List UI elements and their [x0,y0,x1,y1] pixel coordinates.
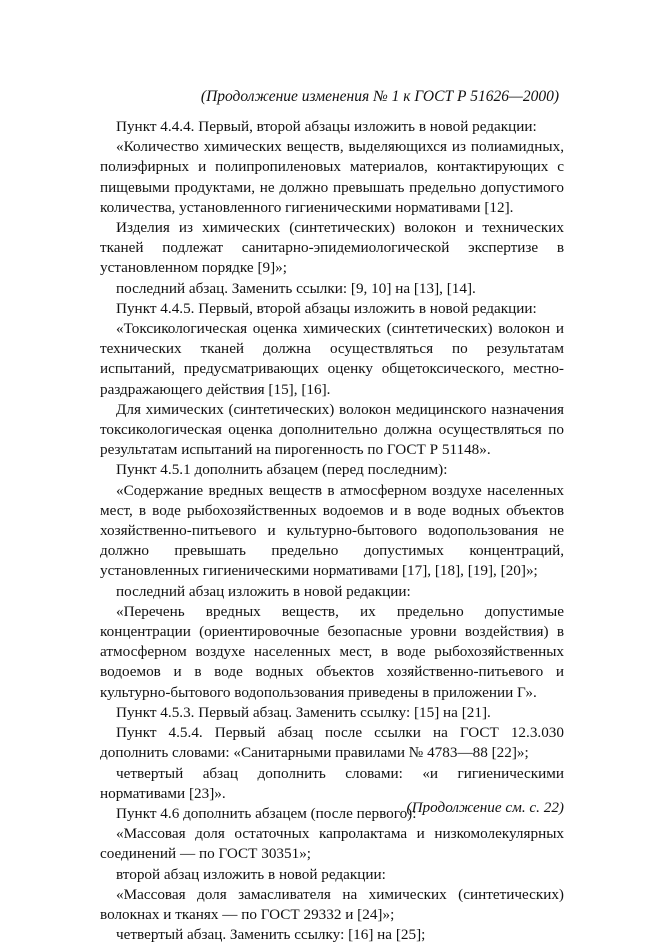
paragraph: Пункт 4.4.4. Первый, второй абзацы изложить в новой редакции: [116,118,537,135]
paragraph: последний абзац. Заменить ссылки: [9, 10] на [13], [14]. [116,279,476,297]
paragraph: Изделия из химических (синтетических) волокон и технических тканей подлежат санитарно-эпидемиологической экспертизе в установленном порядке [9]»; [100,219,564,277]
paragraph: «Массовая доля замасливателя на химических (синтетических) волокнах и тканях — по ГОСТ 29332 и [24]»; [100,885,564,923]
paragraph: Пункт 4.5.1 дополнить абзацем (перед последним): [116,461,448,479]
paragraph: последний абзац изложить в новой редакции: [116,582,411,600]
continuation-footer: (Продолжение см. с. 22) [406,799,564,816]
paragraph: «Перечень вредных веществ, их предельно допустимые концентрации (ориентировочные безопасные уровни воздействия) в атмосферном воздухе населенных мест, в воде рыбохозяйственных водоемов и в воде водных объектов хозяйственно-питьевого и культурно-бытового водопользования приведены в приложении Г». [100,602,564,701]
paragraph: «Количество химических веществ, выделяющихся из полиамидных, полиэфирных и полипропиленовых материалов, контактирующих с пищевыми продуктами, не должно превышать предельно допустимого количества, установленного гигиеническими нормативами [12]. [100,138,564,216]
paragraph: Пункт 4.5.4. Первый абзац после ссылки на ГОСТ 12.3.030 дополнить словами: «Санитарными правилами № 4783—88 [22]»; [100,724,564,762]
document-body [100,117,564,945]
paragraph: Пункт 4.4.5. Первый, второй абзацы изложить в новой редакции: [116,299,537,317]
paragraph: «Токсикологическая оценка химических (синтетических) волокон и технических тканей должна осуществляться по результатам испытаний, предусматривающих оценку общетоксического, местно-раздражающего действия [15], [16]. [100,320,564,398]
paragraph: Для химических (синтетических) волокон медицинского назначения токсикологическая оценка дополнительно должна осуществляться по результатам испытаний на пирогенность по ГОСТ Р 51148». [100,400,564,459]
paragraph: Пункт 4.6 дополнить абзацем (после первого): [116,804,417,822]
paragraph: второй абзац изложить в новой редакции: [116,865,386,883]
paragraph: Пункт 4.5.3. Первый абзац. Заменить ссылку: [15] на [21]. [116,703,491,721]
paragraph: четвертый абзац дополнить словами: «и гигиеническими нормативами [23]». [100,764,564,802]
continuation-header: (Продолжение изменения № 1 к ГОСТ Р 51626—2000) [200,88,559,105]
paragraph: четвертый абзац. Заменить ссылку: [16] на [25]; [116,926,426,944]
paragraph: «Содержание вредных веществ в атмосферном воздухе населенных мест, в воде рыбохозяйственных водоемов и в воде водных объектов хозяйственно-питьевого и культурно-бытового водопользования не должно превышать предельно допустимых концентраций, установленных гигиеническими нормативами [17], [18], [19], [20]»; [100,481,564,580]
paragraph: «Массовая доля остаточных капролактама и низкомолекулярных соединений — по ГОСТ 30351»; [100,825,564,863]
